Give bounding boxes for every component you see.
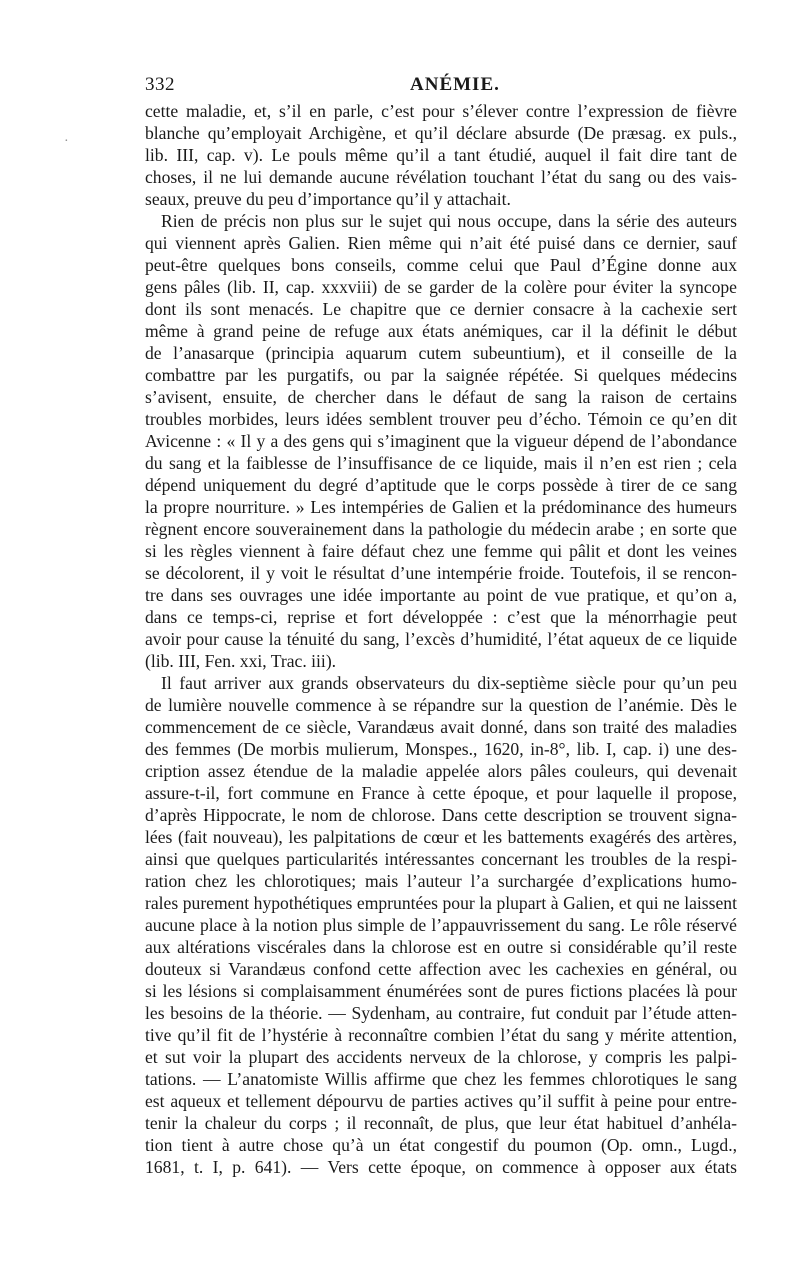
text-line: troubles morbides, leurs idées semblent trouver peu d’écho. Témoin ce qu’en dit <box>145 409 737 429</box>
text-line: tive qu’il fit de l’hystérie à reconnaître combien l’état du sang y mérite attention, <box>145 1025 737 1045</box>
text-line: blanche qu’employait Archigène, et qu’il déclare absurde (De præsag. ex puls., <box>145 123 737 143</box>
text-line: dans ce temps-ci, reprise et fort développée : c’est que la ménorrhagie peut <box>145 607 737 627</box>
page-number: 332 <box>145 74 175 95</box>
text-line: si les lésions si complaisamment énumérées sont de pures fictions placées là pour <box>145 981 737 1001</box>
text-line: d’après Hippocrate, le nom de chlorose. Dans cette description se trouvent signa- <box>145 805 737 825</box>
text-line: douteux si Varandæus confond cette affection avec les cachexies en général, ou <box>145 959 737 979</box>
text-line: aucune place à la notion plus simple de l’appauvrissement du sang. Le rôle réservé <box>145 915 737 935</box>
text-line: règnent encore souverainement dans la pathologie du médecin arabe ; en sorte que <box>145 519 737 539</box>
text-line: même à grand peine de refuge aux états anémiques, car il la définit le début <box>145 321 737 341</box>
running-title: ANÉMIE. <box>410 74 500 95</box>
body-text <box>145 100 737 1178</box>
text-line: tion tient à autre chose qu’à un état congestif du poumon (Op. omn., Lugd., <box>145 1135 737 1155</box>
text-line: ainsi que quelques particularités intéressantes concernant les troubles de la respi- <box>145 849 737 869</box>
text-line: tenir la chaleur du corps ; il reconnaît, de plus, que leur état habituel d’anhéla- <box>145 1113 737 1133</box>
text-line: cette maladie, et, s’il en parle, c’est pour s’élever contre l’expression de fièvre <box>145 101 737 121</box>
text-line: commencement de ce siècle, Varandæus avait donné, dans son traité des maladies <box>145 717 737 737</box>
text-line: dont ils sont menacés. Le chapitre que ce dernier consacre à la cachexie sert <box>145 299 737 319</box>
text-line: des femmes (De morbis mulierum, Monspes., 1620, in-8°, lib. I, cap. i) une des- <box>145 739 737 759</box>
text-line: s’avisent, ensuite, de chercher dans le défaut de sang la raison de certains <box>145 387 737 407</box>
text-line: qui viennent après Galien. Rien même qui n’ait été puisé dans ce dernier, sauf <box>145 233 737 253</box>
text-line: aux altérations viscérales dans la chlorose est en outre si considérable qu’il reste <box>145 937 737 957</box>
text-line: cription assez étendue de la maladie appelée alors pâles couleurs, qui devenait <box>145 761 737 781</box>
text-line: (lib. III, Fen. xxi, Trac. iii). <box>145 651 337 671</box>
text-line: et sut voir la plupart des accidents nerveux de la chlorose, y compris les palpi- <box>145 1047 737 1067</box>
text-line: tre dans ses ouvrages une idée importante au point de vue pratique, et qu’on a, <box>145 585 737 605</box>
margin-mark: · <box>64 134 69 149</box>
text-line: si les règles viennent à faire défaut chez une femme qui pâlit et dont les veines <box>145 541 737 561</box>
text-line: gens pâles (lib. II, cap. xxxviii) de se garder de la colère pour éviter la syncope <box>145 277 737 297</box>
text-line: la propre nourriture. » Les intempéries de Galien et la prédominance des humeurs <box>145 497 737 517</box>
running-head <box>145 74 735 102</box>
text-line: ration chez les chlorotiques; mais l’auteur l’a surchargée d’explications humo- <box>145 871 737 891</box>
text-line: de lumière nouvelle commence à se répandre sur la question de l’anémie. Dès le <box>145 695 737 715</box>
text-line: seaux, preuve du peu d’importance qu’il y attachait. <box>145 189 511 209</box>
text-line: avoir pour cause la ténuité du sang, l’excès d’humidité, l’état aqueux de ce liquide <box>145 629 737 649</box>
text-line: peut-être quelques bons conseils, comme celui que Paul d’Égine donne aux <box>145 255 737 275</box>
text-line: dépend uniquement du degré d’aptitude que le corps possède à tirer de ce sang <box>145 475 737 495</box>
text-line: de l’anasarque (principia aquarum cutem subeuntium), et il conseille de la <box>145 343 737 363</box>
text-line: Rien de précis non plus sur le sujet qui nous occupe, dans la série des auteurs <box>161 211 737 231</box>
text-line: Avicenne : « Il y a des gens qui s’imaginent que la vigueur dépend de l’abondance <box>145 431 737 451</box>
text-line: choses, il ne lui demande aucune révélation touchant l’état du sang ou des vais- <box>145 167 737 187</box>
text-line: tations. — L’anatomiste Willis affirme que chez les femmes chlorotiques le sang <box>145 1069 737 1089</box>
text-line: Il faut arriver aux grands observateurs du dix-septième siècle pour qu’un peu <box>161 673 737 693</box>
text-line: se décolorent, il y voit le résultat d’une intempérie froide. Toutefois, il se rencon- <box>145 563 737 583</box>
text-line: est aqueux et tellement dépourvu de parties actives qu’il suffit à peine pour entre- <box>145 1091 737 1111</box>
text-line: lées (fait nouveau), les palpitations de cœur et les battements exagérés des artères, <box>145 827 737 847</box>
text-line: combattre par les purgatifs, ou par la saignée répétée. Si quelques médecins <box>145 365 737 385</box>
text-line: assure-t-il, fort commune en France à cette époque, et pour laquelle il propose, <box>145 783 737 803</box>
text-line: rales purement hypothétiques empruntées pour la plupart à Galien, et qui ne laissent <box>145 893 737 913</box>
text-line: 1681, t. I, p. 641). — Vers cette époque, on commence à opposer aux états <box>145 1157 737 1177</box>
text-line: lib. III, cap. v). Le pouls même qu’il a tant étudié, auquel il fait dire tant de <box>145 145 737 165</box>
text-line: les besoins de la théorie. — Sydenham, au contraire, fut conduit par l’étude atten- <box>145 1003 737 1023</box>
text-line: du sang et la faiblesse de l’insuffisance de ce liquide, mais il n’en est rien ; cela <box>145 453 737 473</box>
